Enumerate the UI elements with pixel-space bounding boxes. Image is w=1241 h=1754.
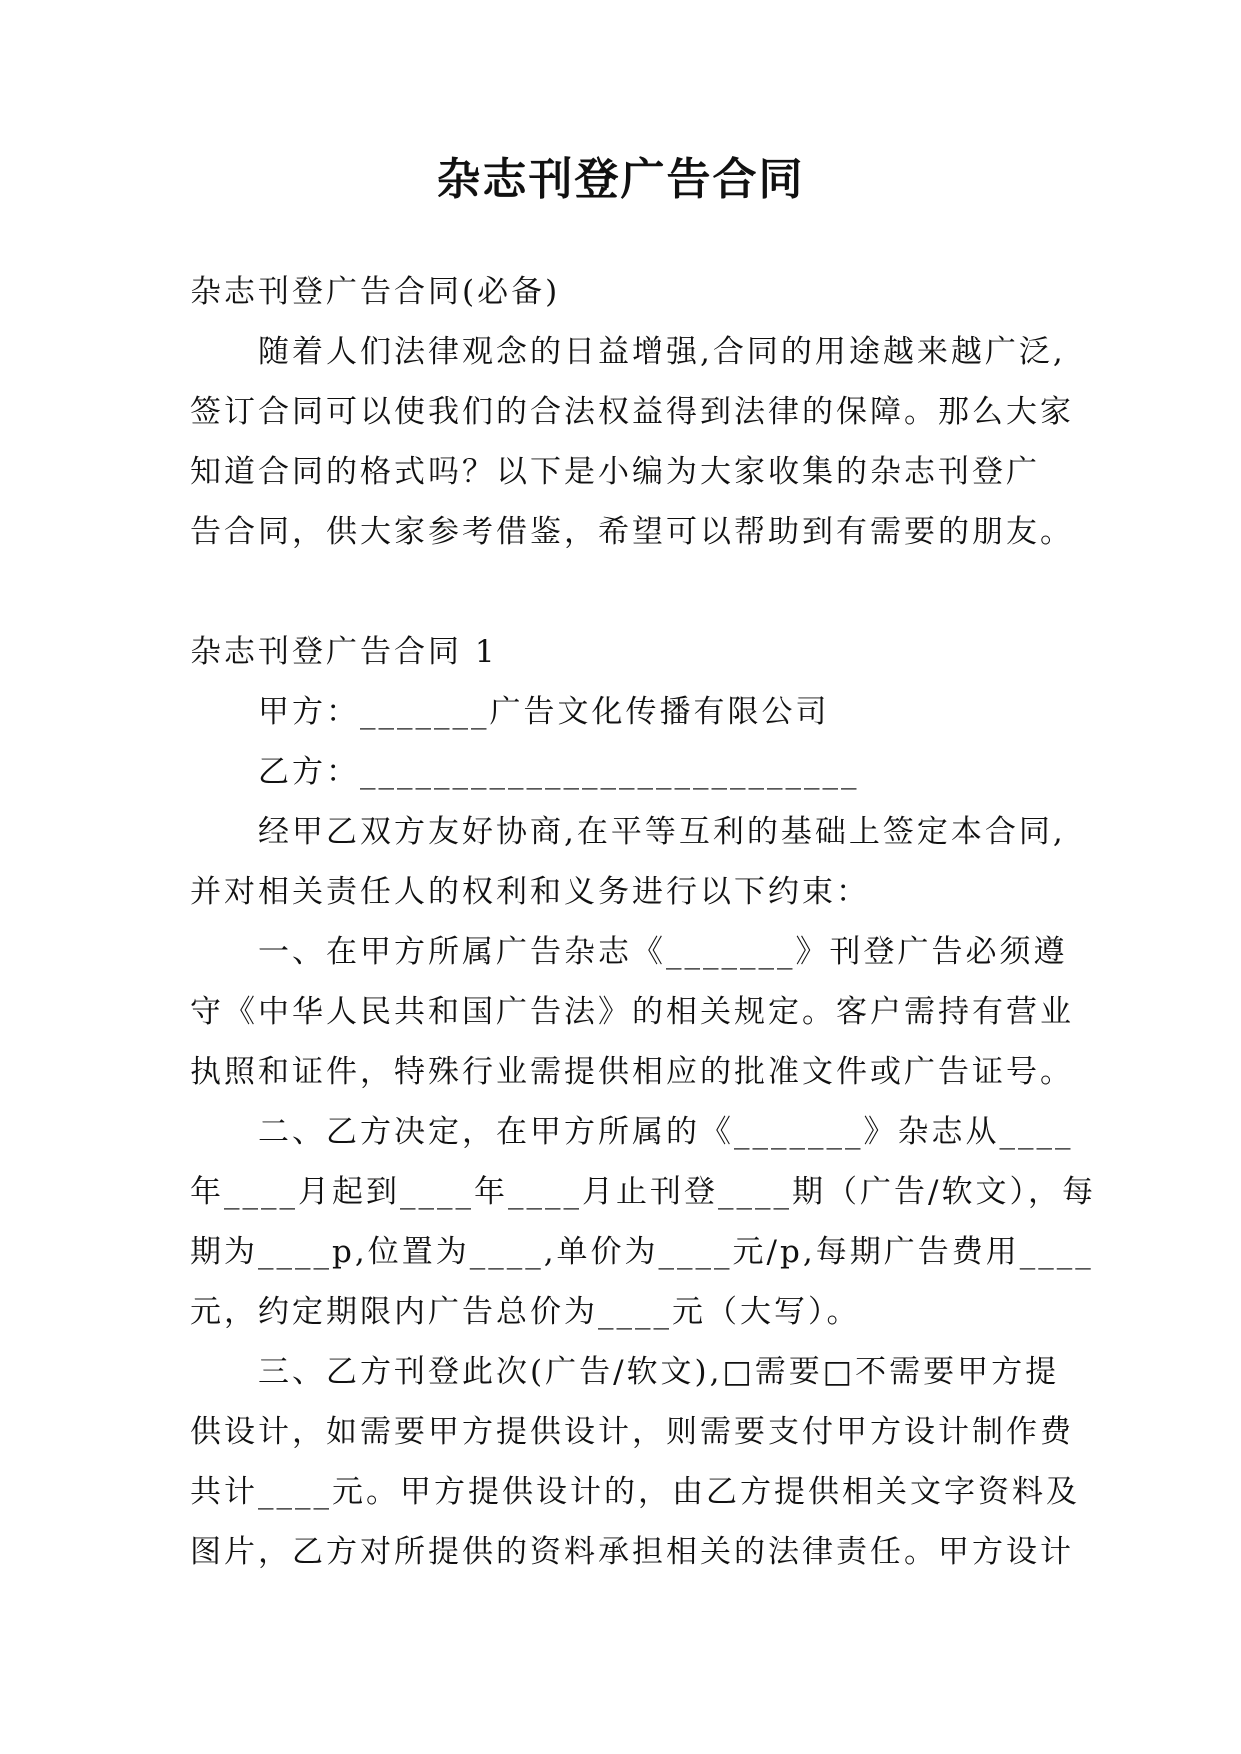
paragraph-line: 签订合同可以使我们的合法权益得到法律的保障。那么大家: [190, 394, 1074, 430]
document-title: 杂志刊登广告合同: [436, 154, 805, 205]
clause-line: 二、乙方决定，在甲方所属的《_______》杂志从____: [190, 1114, 1074, 1150]
clause-line: 共计____元。甲方提供设计的，由乙方提供相关文字资料及: [190, 1474, 1080, 1510]
paragraph-line: 并对相关责任人的权利和义务进行以下约束：: [190, 874, 870, 910]
party-b-line: 乙方：___________________________: [190, 754, 860, 790]
clause-line: 守《中华人民共和国广告法》的相关规定。客户需持有营业: [190, 994, 1074, 1030]
section-heading: 杂志刊登广告合同 1: [190, 634, 498, 670]
clause-line: 供设计，如需要甲方提供设计，则需要支付甲方设计制作费: [190, 1414, 1074, 1450]
clause-line: 元，约定期限内广告总价为____元（大写）。: [190, 1294, 861, 1330]
paragraph-line: 知道合同的格式吗？以下是小编为大家收集的杂志刊登广: [190, 454, 1040, 490]
clause-line: 图片，乙方对所提供的资料承担相关的法律责任。甲方设计: [190, 1534, 1074, 1570]
clause-line: 年____月起到____年____月止刊登____期（广告/软文），每: [190, 1174, 1096, 1210]
paragraph-line: 经甲乙双方友好协商,在平等互利的基础上签定本合同,: [190, 814, 1066, 850]
clause-line: 三、乙方刊登此次(广告/软文),□需要□不需要甲方提: [190, 1354, 1060, 1390]
paragraph-line: 随着人们法律观念的日益增强,合同的用途越来越广泛,: [190, 334, 1066, 370]
subtitle-line: 杂志刊登广告合同(必备): [190, 274, 561, 310]
paragraph-line: 告合同，供大家参考借鉴，希望可以帮助到有需要的朋友。: [190, 514, 1074, 550]
clause-line: 期为____p,位置为____,单价为____元/p,每期广告费用____: [190, 1234, 1094, 1270]
clause-line: 一、在甲方所属广告杂志《_______》刊登广告必须遵: [190, 934, 1068, 970]
party-a-line: 甲方：_______广告文化传播有限公司: [190, 694, 830, 730]
clause-line: 执照和证件，特殊行业需提供相应的批准文件或广告证号。: [190, 1054, 1074, 1090]
